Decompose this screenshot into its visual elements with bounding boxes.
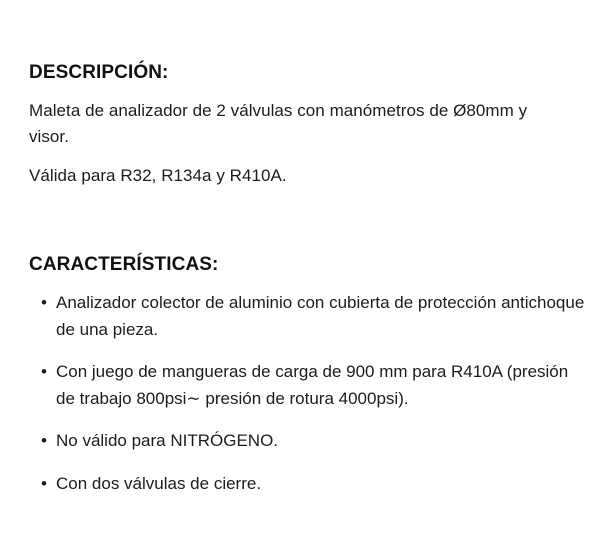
bullet-icon: • — [41, 362, 47, 381]
feature-text: Con juego de mangueras de carga de 900 mm para R410A (presión de trabajo 800psi∼ presión de rotura 4000psi). — [56, 362, 569, 408]
feature-text: No válido para NITRÓGENO. — [56, 431, 279, 450]
descripcion-heading: DESCRIPCIÓN: — [29, 62, 169, 83]
features-list — [29, 290, 589, 513]
bullet-icon: • — [41, 431, 47, 450]
description-paragraph-2: Válida para R32, R134a y R410A. — [29, 166, 287, 185]
bullet-icon: • — [41, 473, 47, 493]
feature-text: Analizador colector de aluminio con cubierta de protección antichoque de una pieza. — [56, 293, 585, 339]
bullet-icon: • — [41, 293, 47, 312]
description-paragraph-1: Maleta de analizador de 2 válvulas con manómetros de Ø80mm y visor. — [29, 101, 528, 146]
feature-item-aluminium-manifold — [29, 290, 589, 343]
caracteristicas-heading: CARACTERÍSTICAS: — [29, 254, 219, 275]
feature-text: Con dos válvulas de cierre. — [56, 473, 262, 493]
feature-item-charging-hoses — [29, 359, 589, 412]
feature-item-not-for-nitrogen — [29, 428, 589, 455]
feature-item-shutoff-valves — [29, 471, 589, 498]
